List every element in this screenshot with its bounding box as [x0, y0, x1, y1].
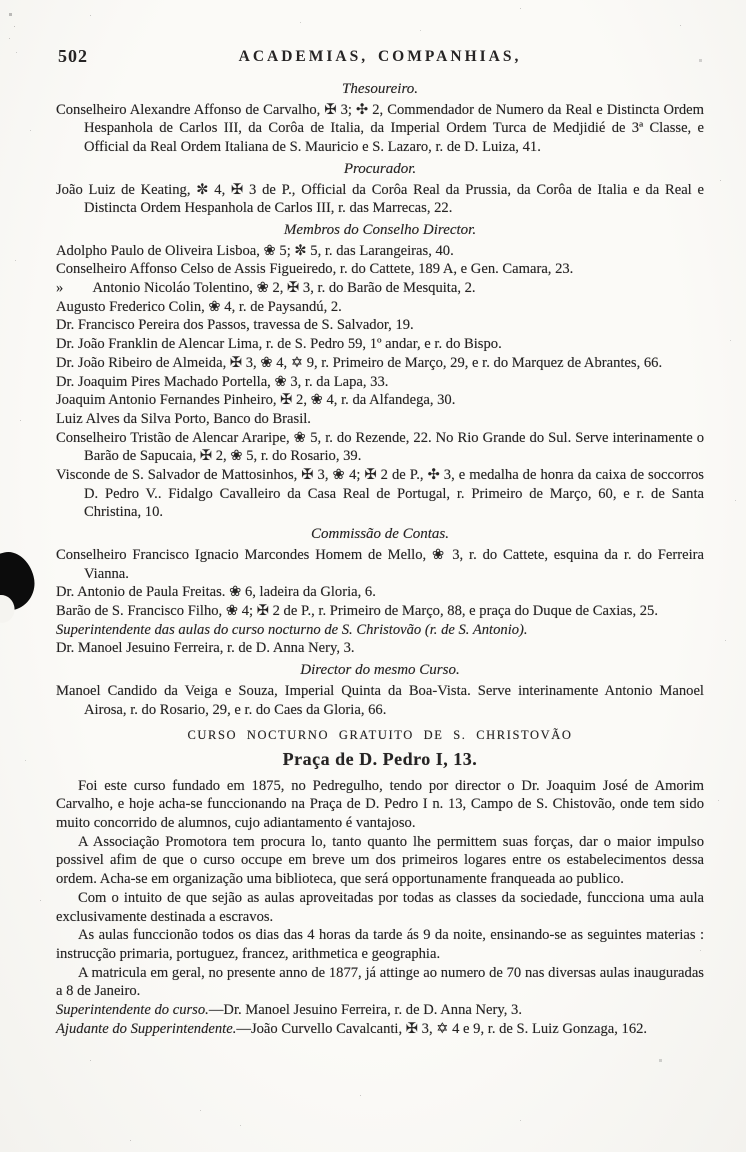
ink-blot — [0, 547, 40, 615]
role-holder: —Dr. Manoel Jesuino Ferreira, r. de D. Anna Nery, 3. — [208, 1002, 522, 1019]
section-heading-thesoureiro: Thesoureiro. — [342, 81, 418, 97]
body-paragraph: Foi este curso fundado em 1875, no Pedregulho, tendo por director o Dr. Joaquim José de Amorim Carvalho, e hoje acha-se funccionando na Praça de D. Pedro I n. 13, Campo de S. Chistovão, onde tem sido muito concorrido de alumnos, cujo adiantamento é vantajoso. — [56, 777, 704, 832]
page-number: 502 — [58, 46, 88, 66]
body-paragraph: A Associação Promotora tem procura lo, tanto quanto lhe permittem suas forças, dar o maior impulso possivel afim de que o curso occupe em breve um dos primeiros logares entre os estabelecimentos dessa ordem. Acha-se em organização uma biblioteca, que será opportunamente franqueada ao publico. — [56, 833, 704, 888]
section-heading-membros-conselho: Membros do Conselho Director. — [283, 221, 477, 238]
body-paragraph: Com o intuito de que sejão as aulas aproveitadas por todas as classes da sociedade, funcciona uma aula exclusivamente destinada a escravos. — [56, 889, 704, 925]
role-title: Superintendente do curso. — [56, 1002, 209, 1019]
body-paragraph: A matricula em geral, no presente anno de 1877, já attinge ao numero de 70 nas diversas aulas inauguradas a 8 de Janeiro. — [56, 964, 704, 1000]
directory-entry: Conselheiro Francisco Ignacio Marcondes Homem de Mello, ❀ 3, r. do Cattete, esquina da r. do Ferreira Vianna. — [56, 546, 704, 582]
body-paragraph: As aulas funccionão todos os dias das 4 horas da tarde ás 9 da noite, ensinando-se as seguintes materias : instrucção primaria, portuguez, francez, arithmetica e geographia. — [56, 927, 704, 962]
directory-entry: João Luiz de Keating, ✼ 4, ✠ 3 de P., Official da Corôa Real da Prussia, da Corôa de Italia e da Real e Distincta Ordem Hespanhola de Carlos III, r. das Marrecas, 22. — [56, 181, 704, 217]
directory-entry: Dr. João Franklin de Alencar Lima, r. de S. Pedro 59, 1º andar, e r. do Bispo. — [56, 336, 502, 353]
directory-entry: Dr. Antonio de Paula Freitas. ❀ 6, ladeira da Gloria, 6. — [56, 584, 376, 601]
directory-entry: Conselheiro Alexandre Affonso de Carvalho, ✠ 3; ✣ 2, Commendador de Numero da Real e Distincta Ordem Hespanhola de Carlos III, da Corôa de Italia, da Imperial Ordem Turca de Medjidié de 3ª Classe, e Official da Real Ordem Italiana de S. Mauricio e S. Lazaro, r. de D. Luiza, 41. — [56, 101, 704, 156]
section-heading-director-curso: Director do mesmo Curso. — [300, 662, 460, 679]
directory-entry: Luiz Alves da Silva Porto, Banco do Brasil. — [56, 410, 311, 427]
directory-entry: Conselheiro Affonso Celso de Assis Figueiredo, r. do Cattete, 189 A, e Gen. Camara, 23. — [56, 261, 574, 278]
role-title: Ajudante do Supperintendente. — [56, 1020, 237, 1037]
scan-noise-specks — [0, 0, 1, 1]
running-title: ACADEMIAS, COMPANHIAS, — [238, 48, 522, 65]
role-line-ajudante-superintendente — [56, 1020, 704, 1039]
page-header — [56, 44, 704, 74]
directory-entry: Joaquim Antonio Fernandes Pinheiro, ✠ 2, ❀ 4, r. da Alfandega, 30. — [56, 392, 456, 409]
role-line-superintendente-aulas: Superintendente das aulas do curso nocturno de S. Christovão (r. de S. Antonio). — [56, 621, 528, 638]
section-heading-procurador: Procurador. — [343, 160, 417, 177]
directory-entry: Adolpho Paulo de Oliveira Lisboa, ❀ 5; ✼ 5, r. das Larangeiras, 40. — [56, 242, 454, 259]
directory-entry: Dr. Francisco Pereira dos Passos, travessa de S. Salvador, 19. — [56, 317, 414, 334]
directory-entry: Dr. João Ribeiro de Almeida, ✠ 3, ❀ 4, ✡ 9, r. Primeiro de Março, 29, e r. do Marquez de Abrantes, 66. — [56, 354, 663, 371]
section-heading-commissao-contas: Commissão de Contas. — [311, 526, 449, 543]
directory-entry: Manoel Candido da Veiga e Souza, Imperial Quinta da Boa-Vista. Serve interinamente Antonio Manoel Airosa, r. do Rosario, 29, e r. do Caes da Gloria, 66. — [56, 682, 704, 718]
directory-entry: Barão de S. Francisco Filho, ❀ 4; ✠ 2 de P., r. Primeiro de Março, 88, e praça do Duque de Caxias, 25. — [56, 602, 659, 619]
role-holder: —João Curvello Cavalcanti, ✠ 3, ✡ 4 e 9, r. de S. Luiz Gonzaga, 162. — [236, 1020, 648, 1037]
directory-entry: Conselheiro Tristão de Alencar Araripe, ❀ 5, r. do Rezende, 22. No Rio Grande do Sul. Serve interinamente o Barão de Sapucaia, ✠ 2, ❀ 5, r. do Rosario, 39. — [56, 429, 704, 465]
directory-entry: Dr. Manoel Jesuino Ferreira, r. de D. Anna Nery, 3. — [56, 640, 355, 657]
address-heading-praca-d-pedro: Praça de D. Pedro I, 13. — [282, 748, 478, 769]
directory-entry: Visconde de S. Salvador de Mattosinhos, ✠ 3, ❀ 4; ✠ 2 de P., ✣ 3, e medalha de honra da caixa de soccorros D. Pedro V.. Fidalgo Cavalleiro da Casa Real de Portugal, r. Primeiro de Março, 60, e r. de Santa Christina, 10. — [56, 467, 704, 521]
directory-entry-ditto: » Antonio Nicoláo Tolentino, ❀ 2, ✠ 3, r. do Barão de Mesquita, 2. — [56, 280, 476, 297]
directory-entry: Augusto Frederico Colin, ❀ 4, r. de Paysandú, 2. — [56, 298, 342, 315]
directory-entry: Dr. Joaquim Pires Machado Portella, ❀ 3, r. da Lapa, 33. — [56, 373, 389, 390]
page-body — [56, 80, 704, 1038]
role-line-superintendente-curso — [56, 1001, 704, 1020]
section-heading-curso-nocturno: CURSO NOCTURNO GRATUITO DE S. CHRISTOVÃO — [187, 728, 573, 743]
